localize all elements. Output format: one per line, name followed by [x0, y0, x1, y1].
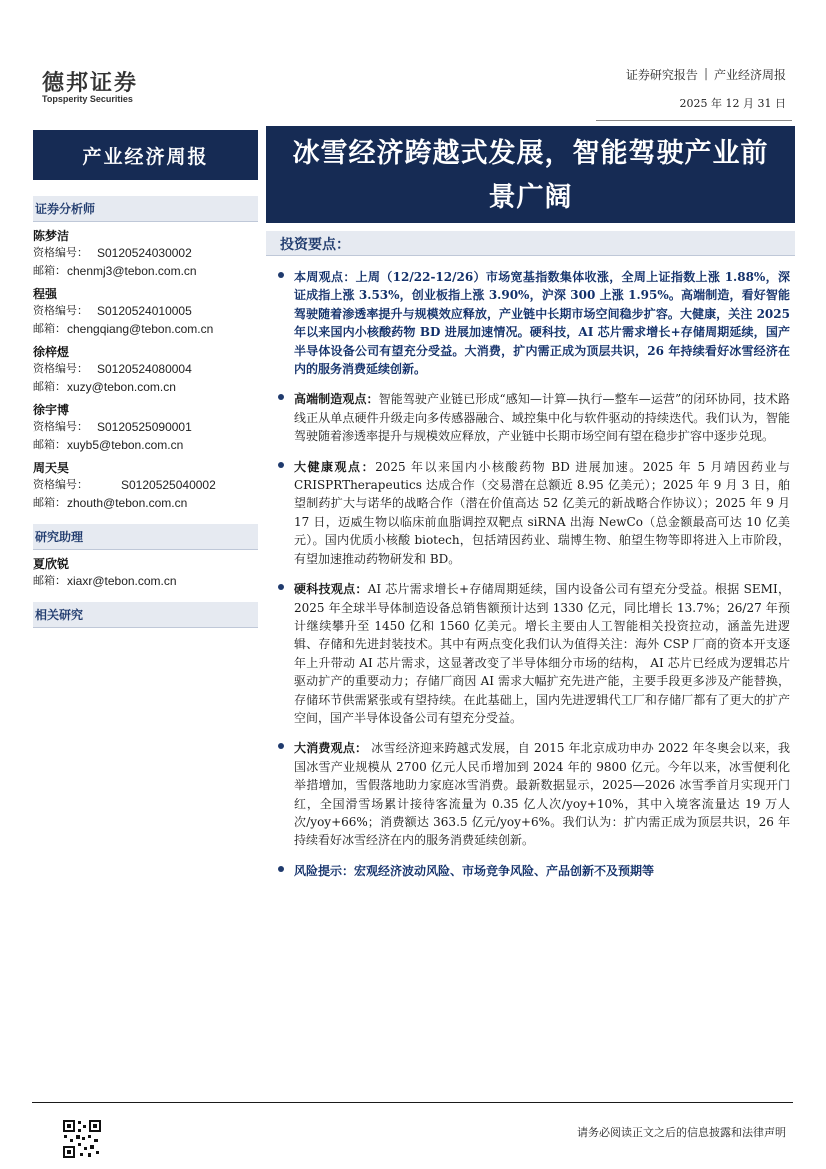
analyst-email[interactable]: zhouth@tebon.com.cn	[67, 496, 188, 510]
cert-label: 资格编号：	[33, 420, 88, 433]
assistant-email-row	[33, 572, 258, 590]
analyst-name: 陈梦洁	[33, 229, 70, 243]
key-points-header	[266, 231, 795, 256]
risk-warning-paragraph	[278, 862, 790, 880]
qr-code-icon	[62, 1119, 102, 1159]
cert-label: 资格编号：	[33, 478, 88, 491]
consumption-view-paragraph	[278, 739, 790, 849]
assistant-section	[33, 524, 258, 590]
analyst-email[interactable]: chenmj3@tebon.com.cn	[67, 264, 197, 278]
tech-view-paragraph	[278, 580, 790, 727]
paragraph-text: 2025 年以来国内小核酸药物 BD 进展加速。2025 年 5 月靖因药业与 CRISPRTherapeutics 达成合作（交易潜在总额近 8.95 亿美元）；2025 年 9 月 3 日，舶望制药扩大与诺华的战略合作（潜在价值高达 52 亿美元的新战略合作协议）；2025 年 9 月 17 日，迈威生物以临床前血脂调控双靶点 siRNA 出海 NewCo（总金额最高可达 10 亿美元）。国内优质小核酸 biotech，包括靖因药业、瑞博生物、舶望生物等即将进入上市阶段，有望加速推动药物研发和 BD。	[294, 459, 790, 566]
email-label: 邮箱：	[33, 322, 66, 335]
assistant-name: 夏欣锐	[33, 557, 70, 571]
analyst-cert-row	[33, 244, 258, 262]
category-research-report: 证券研究报告	[625, 68, 698, 82]
company-logo-english: Topsperity Securities	[42, 94, 133, 104]
report-category	[626, 66, 786, 83]
manufacturing-view-paragraph	[278, 390, 790, 445]
category-weekly: 产业经济周报	[713, 68, 786, 82]
health-view-paragraph	[278, 458, 790, 568]
header-divider	[596, 120, 792, 121]
analyst-cert-row	[33, 302, 258, 320]
analyst-cert: S0120525090001	[97, 420, 192, 434]
analyst-email[interactable]: chengqiang@tebon.com.cn	[67, 322, 214, 336]
bullet-icon	[278, 743, 284, 749]
analyst-email-row	[33, 262, 258, 280]
analyst-cert: S0120525040002	[121, 478, 216, 492]
key-points-title: 投资要点：	[280, 237, 350, 253]
analyst-email[interactable]: xuzy@tebon.com.cn	[67, 380, 176, 394]
analyst-name: 程强	[33, 287, 58, 301]
analyst-cert: S0120524080004	[97, 362, 192, 376]
footer-divider	[32, 1102, 793, 1103]
assistant-header: 研究助理	[33, 524, 258, 550]
email-label: 邮箱：	[33, 438, 66, 451]
paragraph-text: 冰雪经济迎来跨越式发展，自 2015 年北京成功申办 2022 年冬奥会以来，我国冰雪产业规模从 2700 亿元人民币增加到 2024 年的 9800 亿元。今年以来，冰雪便利化举措增加，雪假落地助力家庭冰雪消费。最新数据显示，2025—2026 冰雪季首月实现开门红，全国滑雪场累计接待客流量为 0.35 亿人次/yoy+10%，其中入境客流量达 19 万人次/yoy+66%；消费额达 363.5 亿元/yoy+6%。我们认为：扩内需正成为顶层共识，26 年持续看好冰雪经济在内的服务消费延续创新。	[294, 741, 790, 848]
report-date: 2025 年 12 月 31 日	[679, 97, 786, 110]
key-points-content	[278, 268, 790, 892]
cert-label: 资格编号：	[33, 362, 88, 375]
bullet-icon	[278, 866, 284, 872]
paragraph-text: AI 芯片需求增长+存储周期延续，国内设备公司有望充分受益。根据 SEMI，2025 年全球半导体制造设备总销售额预计达到 1330 亿元，同比增长 13.7%；26/27 年预计继续攀升至 1450 亿和 1560 亿美元。增长主要由人工智能相关投资拉动，涵盖先进逻辑、存储和先进封装技术。其中有两点变化我们认为值得关注：海外 CSP 厂商的资本开支逐年上升带动 AI 芯片需求，这显著改变了半导体细分市场的结构， AI 芯片已经成为逻辑芯片驱动扩产的重要动力；存储厂商因 AI 需求大幅扩充先进产能，主要手段更多涉及产能替换，存储环节供需紧张或有望持续。在此基础上，国内先进逻辑代工厂和存储厂都有了更大的扩产空间，国产半导体设备公司有望充分受益。	[294, 582, 790, 725]
email-label: 邮箱：	[33, 496, 66, 509]
analyst-cert: S0120524030002	[97, 246, 192, 260]
analyst-cert-row	[33, 360, 258, 378]
analyst-email[interactable]: xuyb5@tebon.com.cn	[67, 438, 184, 452]
paragraph-text: 智能驾驶产业链已形成“感知—计算—执行—整车—运营”的闭环协同，技术路线正从单点硬件升级走向多传感器融合、域控集中化与软件驱动的持续迭代。我们认为，智能驾驶随着渗透率提升与规模效应释放，产业链中长期市场空间有望在稳步扩容中逐步兑现。	[294, 392, 790, 444]
paragraph-lead: 大健康观点：	[294, 459, 376, 474]
analyst-entry	[33, 285, 258, 338]
analyst-name: 周天昊	[33, 461, 70, 475]
related-research-header: 相关研究	[33, 602, 258, 628]
category-separator: |	[703, 66, 708, 80]
report-title: 冰雪经济跨越式发展，智能驾驶产业前景广阔	[266, 126, 795, 223]
analyst-email-row	[33, 494, 258, 512]
analyst-cert: S0120524010005	[97, 304, 192, 318]
analyst-entry	[33, 343, 258, 396]
report-type-banner: 产业经济周报	[33, 130, 258, 180]
email-label: 邮箱：	[33, 380, 66, 393]
analyst-email-row	[33, 320, 258, 338]
bullet-icon	[278, 272, 284, 278]
analyst-entry	[33, 227, 258, 280]
sidebar	[33, 196, 258, 628]
email-label: 邮箱：	[33, 574, 66, 587]
analyst-cert-row	[33, 418, 258, 436]
paragraph-lead: 硬科技观点：	[294, 582, 368, 597]
bullet-icon	[278, 462, 284, 468]
analyst-email-row	[33, 436, 258, 454]
cert-label: 资格编号：	[33, 304, 88, 317]
analyst-entry	[33, 459, 258, 512]
analyst-name: 徐宇博	[33, 403, 70, 417]
paragraph-lead: 高端制造观点：	[294, 392, 379, 407]
company-logo-text: 德邦证券	[42, 71, 139, 96]
analyst-cert-row	[33, 476, 258, 494]
bullet-icon	[278, 584, 284, 590]
footer-disclaimer: 请务必阅读正文之后的信息披露和法律声明	[577, 1126, 786, 1139]
cert-label: 资格编号：	[33, 246, 88, 259]
paragraph-lead: 大消费观点：	[294, 741, 368, 756]
bullet-icon	[278, 394, 284, 400]
assistant-email[interactable]: xiaxr@tebon.com.cn	[67, 574, 177, 588]
related-section	[33, 602, 258, 628]
email-label: 邮箱：	[33, 264, 66, 277]
analyst-name: 徐梓煜	[33, 345, 70, 359]
paragraph-text: 本周观点：上周（12/22-12/26）市场宽基指数集体收涨，全周上证指数上涨 1.88%，深证成指上涨 3.53%，创业板指上涨 3.90%，沪深 300 上涨 1.95%。高端制造，看好智能驾驶随着渗透率提升与规模效应释放，产业链中长期市场空间稳步扩容。大健康，关注 2025 年以来国内小核酸药物 BD 进展加速情况。硬科技，AI 芯片需求增长+存储周期延续，国产半导体设备公司有望充分受益。大消费，扩内需正成为顶层共识，26 年持续看好冰雪经济在内的服务消费延续创新。	[294, 270, 790, 377]
analyst-email-row	[33, 378, 258, 396]
weekly-view-paragraph	[278, 268, 790, 378]
paragraph-text: 风险提示：宏观经济波动风险、市场竞争风险、产品创新不及预期等	[294, 863, 655, 878]
analysts-header: 证券分析师	[33, 196, 258, 222]
analyst-entry	[33, 401, 258, 454]
